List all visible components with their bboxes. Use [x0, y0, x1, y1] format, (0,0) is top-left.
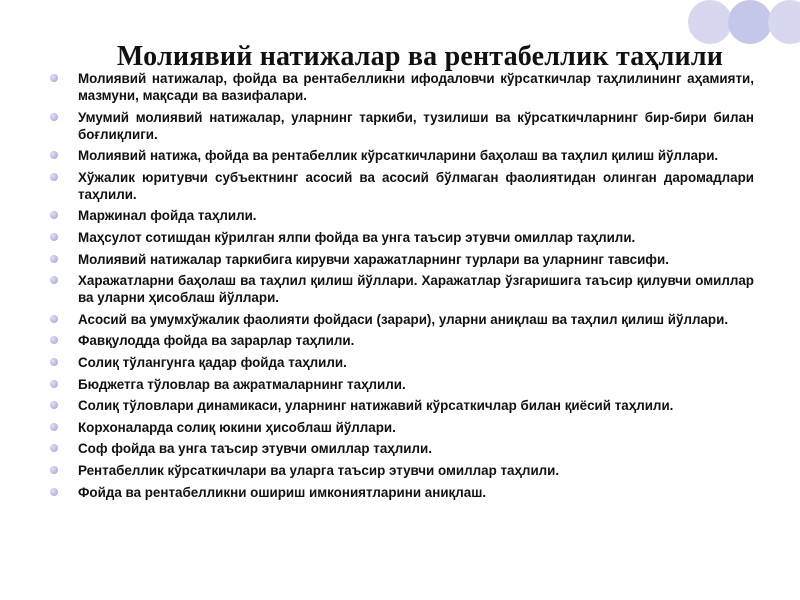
bullet-icon: [50, 488, 58, 496]
bullet-item: [50, 376, 754, 393]
bullet-text: Молиявий натижа, фойда ва рентабеллик кўрсаткичларини баҳолаш ва таҳлил қилиш йўллари.: [78, 148, 719, 164]
bullet-text: Молиявий натижалар таркибига кирувчи харажатларнинг турлари ва уларнинг тавсифи.: [78, 251, 669, 267]
bullet-icon: [50, 151, 58, 159]
bullet-text: Хўжалик юритувчи субъектнинг асосий ва асосий бўлмаган фаолиятидан олинган даромадлари таҳлили.: [78, 169, 754, 202]
bullet-text: Рентабеллик кўрсаткичлари ва уларга таъсир этувчи омиллар таҳлили.: [78, 462, 560, 478]
bullet-text: Маҳсулот сотишдан кўрилган ялпи фойда ва унга таъсир этувчи омиллар таҳлили.: [78, 229, 636, 245]
bullet-text: Молиявий натижалар, фойда ва рентабелликни ифодаловчи кўрсаткичлар таҳлилининг аҳамияти, мазмуни, мақсади ва вазифалари.: [78, 71, 754, 103]
bullet-text: Умумий молиявий натижалар, уларнинг таркиби, тузилиши ва кўрсаткичларнинг бир-бири билан боғлиқлиги.: [78, 109, 754, 142]
bullet-item: [50, 207, 754, 224]
bullet-text: Соф фойда ва унга таъсир этувчи омиллар таҳлили.: [78, 441, 432, 457]
bullet-icon: [50, 173, 58, 181]
bullet-text: Фойда ва рентабелликни ошириш имкониятларини аниқлаш.: [78, 484, 487, 500]
bullet-text: Корхоналарда солиқ юкини ҳисоблаш йўллари.: [78, 419, 396, 435]
bullet-text: Бюджетга тўловлар ва ажратмаларнинг таҳлили.: [78, 376, 406, 392]
bullet-icon: [50, 233, 58, 241]
bullet-icon: [50, 358, 58, 366]
bullet-icon: [50, 255, 58, 263]
bullet-item: [50, 484, 754, 501]
bullet-icon: [50, 423, 58, 431]
bullet-item: [50, 169, 754, 203]
bullet-item: [50, 354, 754, 371]
bullet-icon: [50, 74, 58, 82]
bullet-item: [50, 440, 754, 457]
bullet-item: [50, 70, 754, 104]
bullet-icon: [50, 466, 58, 474]
slide-title: Молиявий натижалар ва рентабеллик таҳлили: [116, 40, 724, 72]
bullet-icon: [50, 380, 58, 388]
bullet-icon: [50, 113, 58, 121]
decor-circle-1: [688, 0, 732, 44]
bullet-item: [50, 332, 754, 349]
bullet-list: [50, 70, 754, 505]
bullet-item: [50, 251, 754, 268]
bullet-text: Солиқ тўловлари динамикаси, уларнинг натижавий кўрсаткичлар билан қиёсий таҳлили.: [78, 398, 674, 414]
bullet-icon: [50, 401, 58, 409]
bullet-item: [50, 272, 754, 306]
bullet-item: [50, 462, 754, 479]
bullet-text: Фавқулодда фойда ва зарарлар таҳлили.: [78, 333, 355, 349]
bullet-icon: [50, 211, 58, 219]
bullet-icon: [50, 315, 58, 323]
bullet-item: [50, 397, 754, 414]
bullet-icon: [50, 336, 58, 344]
bullet-item: [50, 229, 754, 246]
bullet-text: Маржинал фойда таҳлили.: [78, 208, 257, 224]
bullet-icon: [50, 444, 58, 452]
bullet-item: [50, 419, 754, 436]
bullet-text: Асосий ва умумхўжалик фаолияти фойдаси (зарари), уларни аниқлаш ва таҳлил қилиш йўллари.: [78, 311, 729, 327]
bullet-text: Харажатларни баҳолаш ва таҳлил қилиш йўллари. Харажатлар ўзгаришига таъсир қилувчи омиллар ва уларни ҳисоблаш йўллари.: [78, 273, 754, 306]
decor-circle-2: [728, 0, 772, 44]
bullet-item: [50, 109, 754, 143]
bullet-icon: [50, 276, 58, 284]
bullet-text: Солиқ тўлангунга қадар фойда таҳлили.: [78, 354, 347, 370]
bullet-item: [50, 311, 754, 328]
bullet-item: [50, 147, 754, 164]
decor-circle-3: [768, 0, 800, 44]
